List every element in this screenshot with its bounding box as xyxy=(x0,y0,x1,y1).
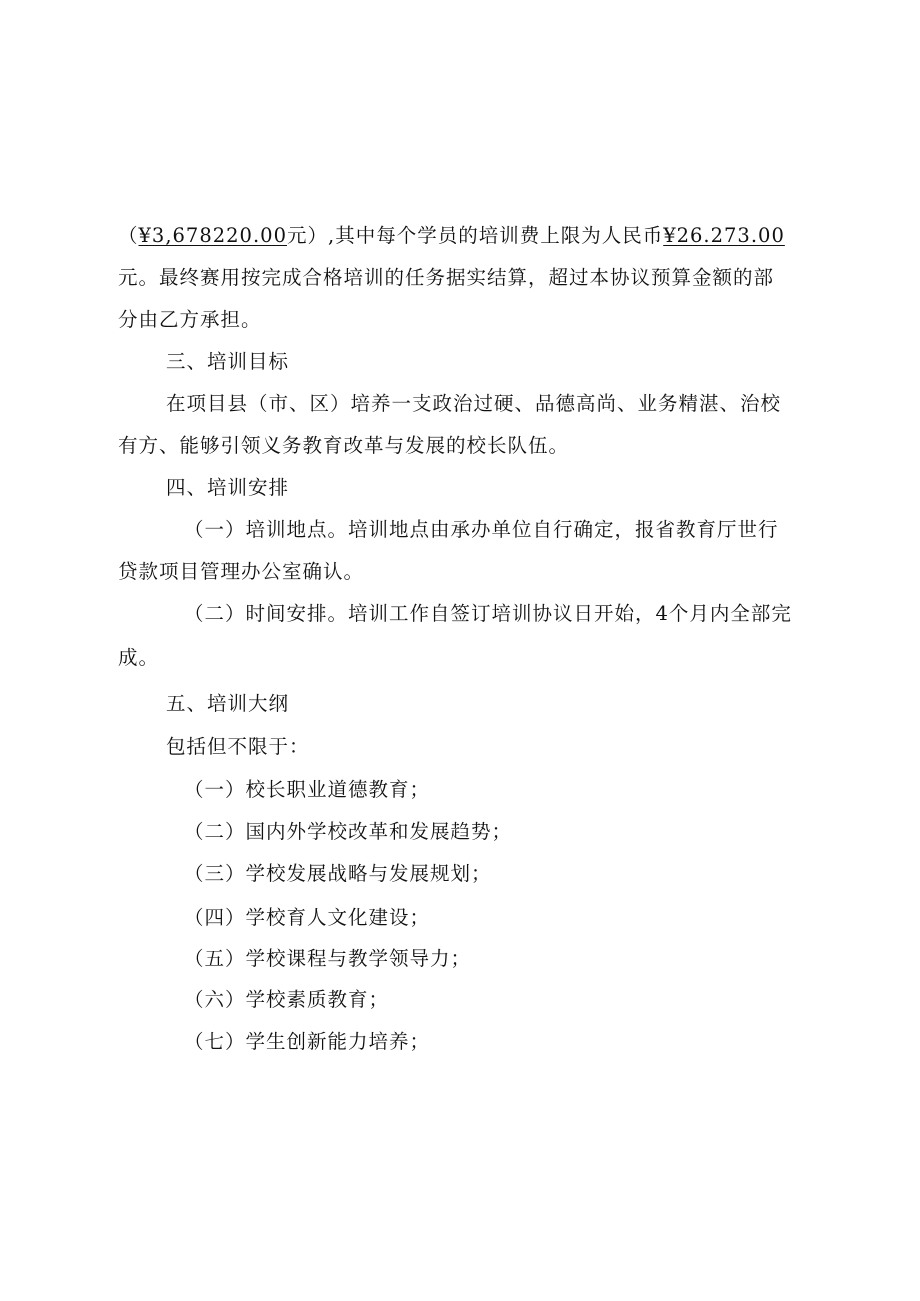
section-3-line-1: 在项目县（市、区）培养一支政治过硬、品德高尚、业务精湛、治校 xyxy=(166,392,782,415)
open-paren: （ xyxy=(118,224,139,247)
budget-middle-text: ,其中每个学员的培训费上限为人民币 xyxy=(328,224,664,247)
total-amount: ¥3,678220.00 xyxy=(138,224,287,247)
section-5-heading: 五、培训大纲 xyxy=(166,692,290,715)
outline-item-6: （六）学校素质教育； xyxy=(184,988,390,1011)
section-4-item-1-line-1: （一）培训地点。培训地点由承办单位自行确定，报省教育厅世行 xyxy=(184,518,779,541)
per-person-amount: ¥26.273.00 xyxy=(663,224,785,247)
budget-line-2: 元。最终赛用按完成合格培训的任务据实结算，超过本协议预算金额的部 xyxy=(118,266,775,289)
budget-line-3: 分由乙方承担。 xyxy=(118,308,262,331)
outline-item-1: （一）校长职业道德教育； xyxy=(184,778,431,801)
outline-item-2: （二）国内外学校改革和发展趋势； xyxy=(184,820,513,843)
yuan-close: 元） xyxy=(286,224,328,247)
outline-item-4: （四）学校育人文化建设； xyxy=(184,906,431,929)
outline-item-7: （七）学生创新能力培养； xyxy=(184,1030,431,1053)
section-4-heading: 四、培训安排 xyxy=(166,476,290,499)
section-4-item-2-line-1: （二）时间安排。培训工作自签订培训协议日开始，4个月内全部完 xyxy=(184,602,792,625)
section-4-item-2-line-2: 成。 xyxy=(118,646,160,669)
section-5-intro: 包括但不限于： xyxy=(166,735,310,758)
section-3-heading: 三、培训目标 xyxy=(166,350,290,373)
outline-item-5: （五）学校课程与教学领导力； xyxy=(184,947,472,970)
section-3-line-2: 有方、能够引领义务教育改革与发展的校长队伍。 xyxy=(118,434,570,457)
section-4-item-1-line-2: 贷款项目管理办公室确认。 xyxy=(118,560,365,583)
budget-line-1 xyxy=(118,222,785,250)
outline-item-3: （三）学校发展战略与发展规划； xyxy=(184,862,492,885)
